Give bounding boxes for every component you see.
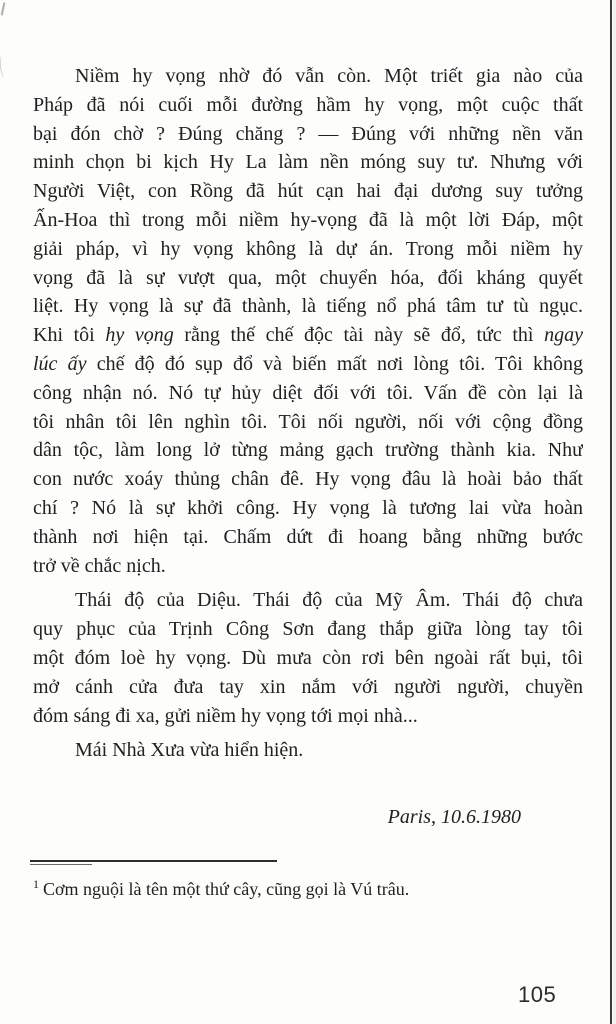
text-line [33, 736, 583, 765]
italic-text: lúc ấy [33, 352, 87, 375]
text-line [33, 235, 583, 264]
footnote [33, 872, 573, 901]
footnote-text: Cơm nguội là tên một thứ cây, cũng gọi là Vú trâu. [43, 879, 410, 899]
text-segment: một đóm loè hy vọng. Dù mưa còn rơi bên ngoài rất bụi, tôi [33, 646, 583, 669]
page-number: 105 [518, 982, 557, 1007]
paragraph [33, 62, 583, 580]
paragraph [33, 736, 583, 765]
italic-text: hy vọng [105, 324, 174, 347]
text-segment: vọng đã là sự vượt qua, một chuyển hóa, đối kháng quyết [33, 266, 583, 289]
text-line [33, 292, 583, 321]
text-segment: Niềm hy vọng nhờ đó vẫn còn. Một triết gia nào của [75, 65, 583, 87]
text-line [33, 321, 583, 350]
italic-text: ngay [544, 324, 583, 347]
page-edge-line [610, 0, 612, 1024]
text-line [33, 644, 583, 673]
date-line: Paris, 10.6.1980 [387, 806, 521, 828]
footnote-rule-stroke [30, 864, 92, 865]
text-line [33, 615, 583, 644]
text-line [33, 379, 583, 408]
text-line [33, 465, 583, 494]
text-line [33, 494, 583, 523]
footnote-marker: 1 [33, 877, 39, 891]
text-segment: bại đón chờ ? Đúng chăng ? — Đúng với những nền văn [33, 122, 583, 145]
text-line [33, 523, 583, 552]
text-line [33, 673, 583, 702]
text-segment: Ấn-Hoa thì trong mỗi niềm hy-vọng đã là một lời Đáp, một [33, 208, 583, 231]
text-line [33, 264, 583, 293]
text-segment: quy phục của Trịnh Công Sơn đang thắp giữa lòng tay tôi [33, 618, 583, 641]
scan-artifact [1, 2, 12, 16]
text-segment: Người Việt, con Rồng đã hút cạn hai đại dương suy tưởng [33, 180, 583, 203]
text-line [33, 148, 583, 177]
text-line [33, 120, 583, 149]
footnote-rule [30, 860, 277, 862]
scan-artifact [0, 56, 8, 79]
text-line [33, 408, 583, 437]
text-segment: tôi nhân tôi lên nghìn tôi. Tôi nối người, nối với cộng đồng [33, 410, 583, 433]
text-line [33, 586, 583, 615]
text-segment: chế độ đó sụp đổ và biến mất nơi lòng tôi. Tôi không [86, 352, 583, 375]
text-segment: thành nơi hiện tại. Chấm dứt đi hoang bằng những bước [33, 525, 583, 548]
text-segment: giải pháp, vì hy vọng không là dự án. Trong mỗi niềm hy [33, 237, 583, 260]
text-segment: rằng thế chế độc tài này sẽ đổ, tức thì [173, 324, 545, 347]
text-body [33, 62, 583, 765]
text-line [33, 436, 583, 465]
text-segment: con nước xoáy thủng chân đê. Hy vọng đâu là hoài bảo thất [33, 468, 583, 491]
text-line [33, 91, 583, 120]
text-line [33, 62, 583, 91]
text-line [33, 552, 583, 581]
text-line [33, 350, 583, 379]
text-line [33, 702, 583, 731]
text-segment: mở cánh cửa đưa tay xin nắm với người người, chuyền [33, 675, 583, 698]
text-segment: Pháp đã nói cuối mỗi đường hầm hy vọng, một cuộc thất [33, 93, 583, 116]
text-segment: đóm sáng đi xa, gửi niềm hy vọng tới mọi nhà... [33, 704, 418, 727]
text-segment: công nhận nó. Nó tự hủy diệt đối với tôi. Vấn đề còn lại là [33, 381, 583, 404]
text-segment: Thái độ của Diệu. Thái độ của Mỹ Âm. Thái độ chưa [75, 589, 583, 612]
paragraph [33, 586, 583, 730]
text-segment: liệt. Hy vọng là sự đã thành, là tiếng nổ phá tâm tư tù ngục. [33, 295, 583, 318]
text-line [33, 177, 583, 206]
text-segment: minh chọn bi kịch Hy La làm nền móng suy tư. Nhưng với [33, 151, 583, 174]
text-segment: dân tộc, làm long lở từng mảng gạch trường thành kia. Như [33, 439, 583, 462]
text-segment: chí ? Nó là sự khởi công. Hy vọng là tương lai vừa hoàn [33, 496, 583, 519]
text-line [33, 206, 583, 235]
text-segment: trở về chắc nịch. [33, 554, 166, 577]
text-segment: Mái Nhà Xưa vừa hiển hiện. [75, 739, 304, 762]
text-segment: Khi tôi [33, 324, 106, 347]
